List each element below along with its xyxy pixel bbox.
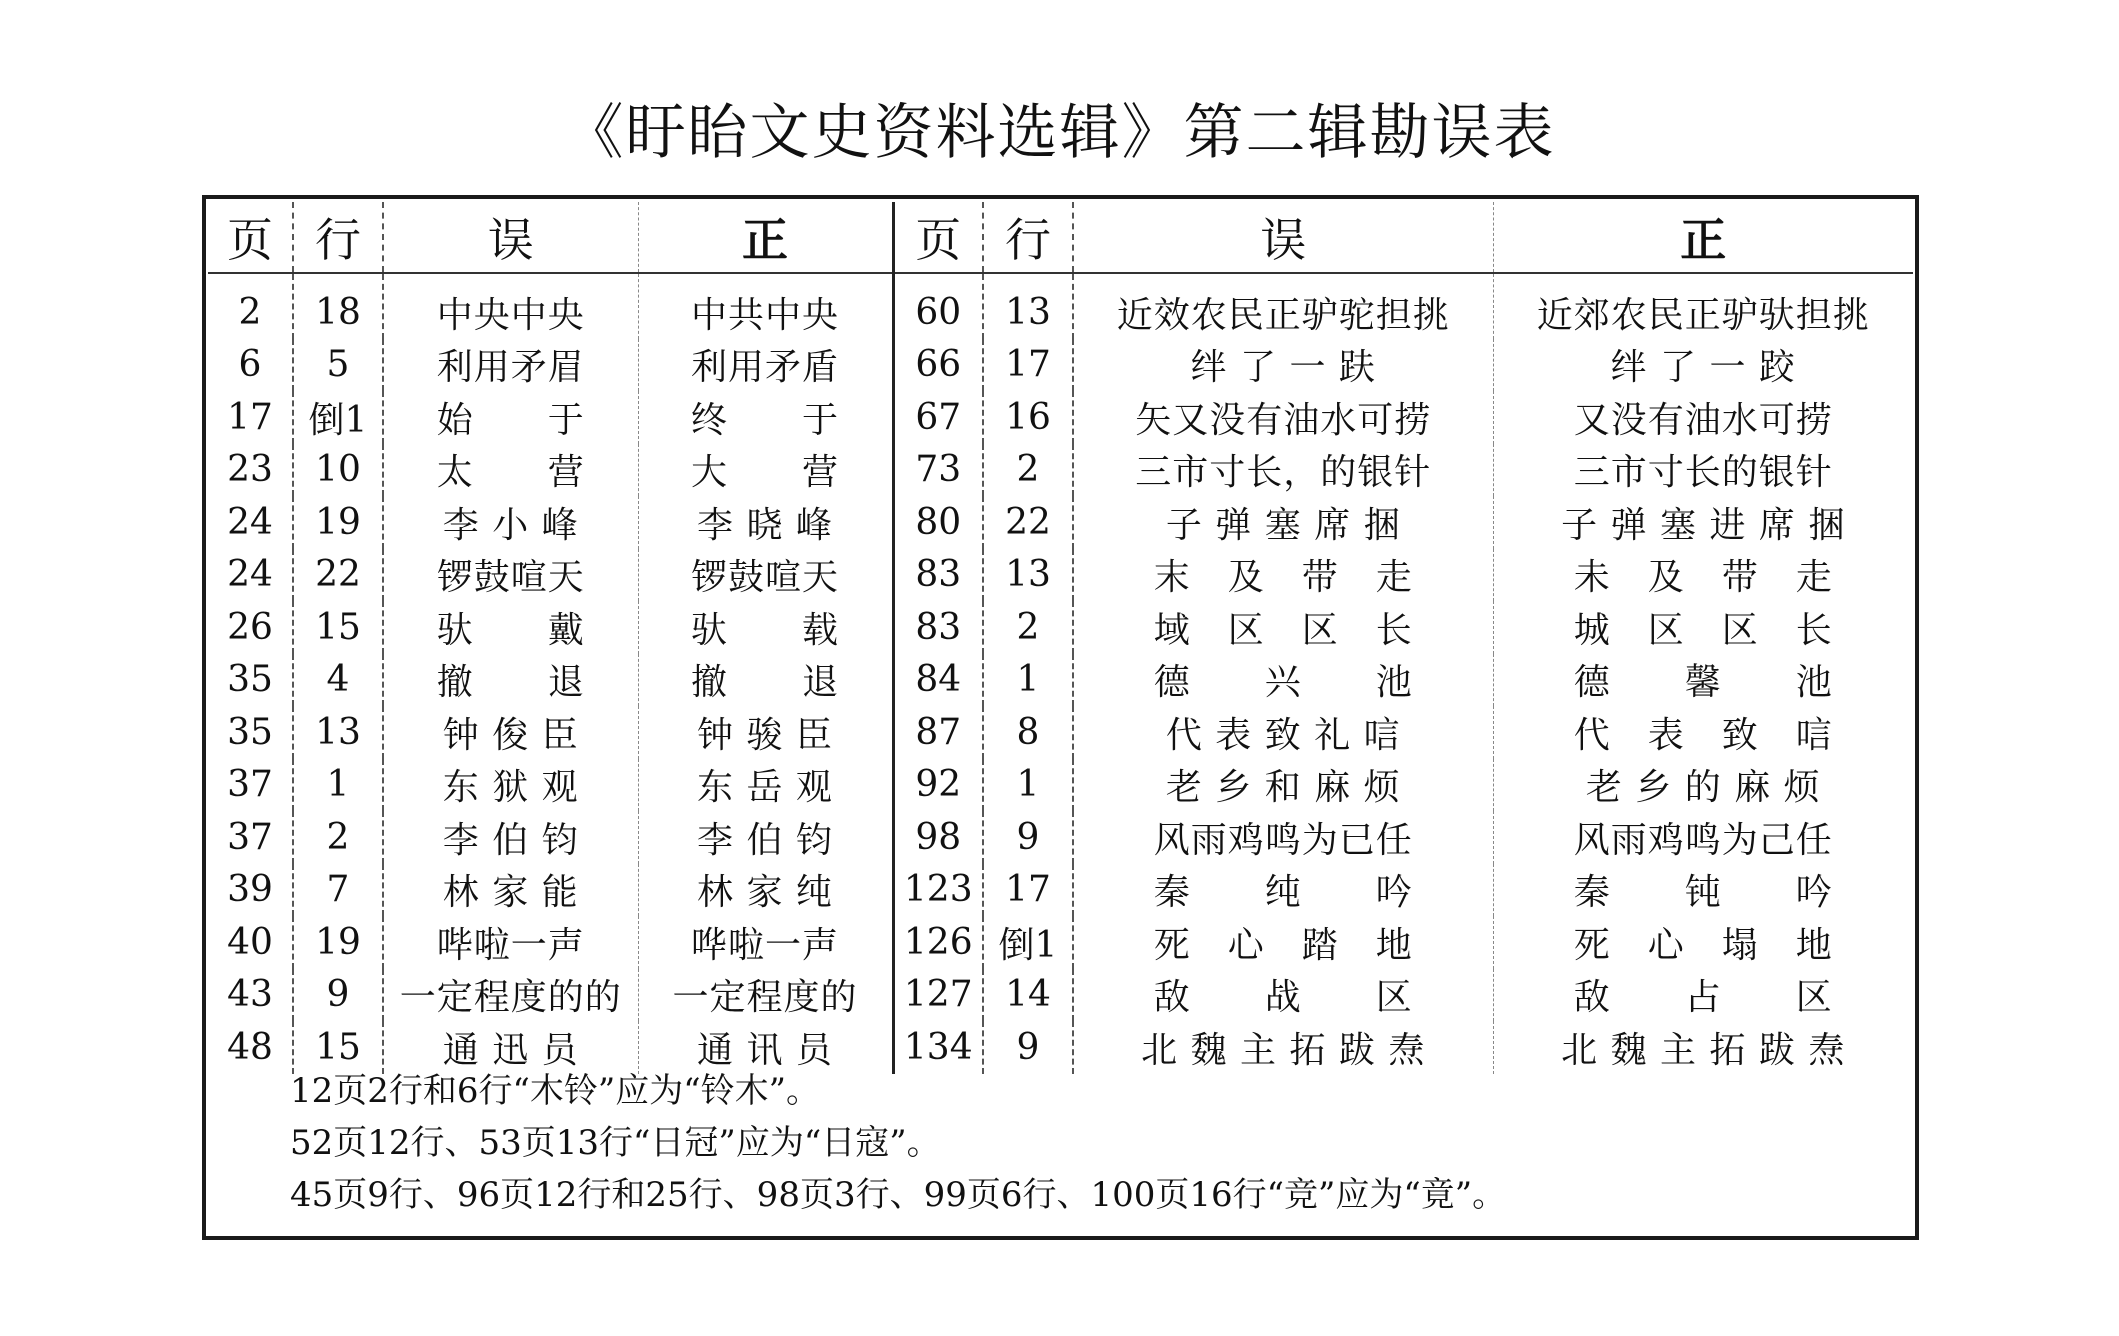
right-line-cell: 17 [983, 339, 1073, 392]
table-row [208, 706, 1913, 759]
header-line-left: 行 [293, 202, 383, 273]
right-wrong-cell: 末 及 带 走 [1073, 549, 1493, 602]
right-right-cell: 城 区 区 长 [1573, 609, 1833, 651]
right-line-cell: 13 [983, 273, 1073, 339]
left-wrong-cell: 通 迅 员 [383, 1021, 638, 1074]
left-page-cell: 2 [208, 273, 293, 339]
table-row [208, 496, 1913, 549]
left-line-cell: 19 [293, 916, 383, 969]
right-right-cell: 秦 钝 吟 [1573, 872, 1833, 914]
right-line-cell: 倒1 [983, 916, 1073, 969]
left-line-cell: 22 [293, 549, 383, 602]
left-page-cell: 24 [208, 496, 293, 549]
left-page-cell: 40 [208, 916, 293, 969]
left-right-cell: 林 家 纯 [638, 864, 893, 917]
left-wrong-cell: 驮 戴 [383, 601, 638, 654]
header-right-right: 正 [1493, 202, 1913, 273]
left-page-cell: 35 [208, 706, 293, 759]
left-page-cell: 39 [208, 864, 293, 917]
right-wrong-cell: 秦 纯 吟 [1073, 864, 1493, 917]
left-right-cell: 一定程度的 [638, 969, 893, 1022]
right-page-cell: 98 [893, 811, 983, 864]
left-right-cell: 哗啦一声 [638, 916, 893, 969]
right-right-cell: 老 乡 的 麻 烦 [1585, 767, 1821, 809]
left-line-cell: 4 [293, 654, 383, 707]
right-wrong-cell: 三市寸长，的银针 [1073, 444, 1493, 497]
left-right-cell: 李 伯 钧 [638, 811, 893, 864]
left-wrong-cell: 太 营 [383, 444, 638, 497]
header-wrong-left: 误 [383, 202, 638, 273]
left-wrong-cell: 锣鼓喧天 [383, 549, 638, 602]
right-right-cell: 绊 了 一 跤 [1610, 347, 1796, 389]
right-right-cell: 未 及 带 走 [1573, 557, 1833, 599]
right-line-cell: 2 [983, 444, 1073, 497]
right-line-cell: 9 [983, 811, 1073, 864]
right-page-cell: 123 [893, 864, 983, 917]
left-wrong-cell: 李 小 峰 [383, 496, 638, 549]
right-wrong-cell: 代 表 致 礼 唁 [1073, 706, 1493, 759]
right-right-cell: 北 魏 主 拓 跋 焘 [1561, 1029, 1846, 1071]
left-right-cell: 锣鼓喧天 [638, 549, 893, 602]
left-wrong-cell: 中央中央 [383, 273, 638, 339]
note-2: 52页12行、53页13行“日冠”应为“日寇”。 [290, 1123, 941, 1163]
left-right-cell: 东 岳 观 [638, 759, 893, 812]
right-page-cell: 127 [893, 969, 983, 1022]
table-row [208, 864, 1913, 917]
right-page-cell: 66 [893, 339, 983, 392]
header-wrong-right: 误 [1073, 202, 1493, 273]
right-page-cell: 60 [893, 273, 983, 339]
right-page-cell: 73 [893, 444, 983, 497]
header-line-right: 行 [983, 202, 1073, 273]
right-page-cell: 67 [893, 391, 983, 444]
right-page-cell: 87 [893, 706, 983, 759]
right-line-cell: 1 [983, 654, 1073, 707]
left-line-cell: 倒1 [293, 391, 383, 444]
left-page-cell: 24 [208, 549, 293, 602]
right-right-cell: 风雨鸡鸣为己任 [1573, 819, 1833, 861]
left-line-cell: 18 [293, 273, 383, 339]
table-row [208, 811, 1913, 864]
left-line-cell: 19 [293, 496, 383, 549]
right-page-cell: 92 [893, 759, 983, 812]
left-page-cell: 23 [208, 444, 293, 497]
left-page-cell: 48 [208, 1021, 293, 1074]
right-wrong-cell: 敌 战 区 [1073, 969, 1493, 1022]
table-row [208, 916, 1913, 969]
left-right-cell: 中共中央 [638, 273, 893, 339]
right-line-cell: 2 [983, 601, 1073, 654]
table-row [208, 444, 1913, 497]
left-wrong-cell: 林 家 能 [383, 864, 638, 917]
left-wrong-cell: 撤 退 [383, 654, 638, 707]
left-page-cell: 6 [208, 339, 293, 392]
right-page-cell: 83 [893, 601, 983, 654]
notes [290, 1065, 1890, 1221]
left-right-cell: 利用矛盾 [638, 339, 893, 392]
left-page-cell: 43 [208, 969, 293, 1022]
table-row [208, 654, 1913, 707]
right-line-cell: 22 [983, 496, 1073, 549]
page-title: 《盱眙文史资料选辑》第二辑勘误表 [563, 98, 1556, 168]
errata-body [208, 273, 1913, 1074]
right-page-cell: 84 [893, 654, 983, 707]
left-wrong-cell: 始 于 [383, 391, 638, 444]
left-page-cell: 26 [208, 601, 293, 654]
left-line-cell: 5 [293, 339, 383, 392]
left-right-cell: 李 晓 峰 [638, 496, 893, 549]
right-page-cell: 134 [893, 1021, 983, 1074]
table-row [208, 339, 1913, 392]
right-line-cell: 13 [983, 549, 1073, 602]
left-wrong-cell: 李 伯 钧 [383, 811, 638, 864]
right-wrong-cell: 死 心 踏 地 [1073, 916, 1493, 969]
left-wrong-cell: 一定程度的的 [383, 969, 638, 1022]
left-right-cell: 撤 退 [638, 654, 893, 707]
note-1: 12页2行和6行“木铃”应为“铃木”。 [290, 1071, 821, 1111]
left-line-cell: 15 [293, 601, 383, 654]
header-row [208, 202, 1913, 273]
left-line-cell: 2 [293, 811, 383, 864]
note-3: 45页9行、96页12行和25行、98页3行、99页6行、100页16行“竞”应为“竟”。 [290, 1175, 1507, 1215]
left-line-cell: 7 [293, 864, 383, 917]
left-wrong-cell: 哔啦一声 [383, 916, 638, 969]
left-wrong-cell: 东 狱 观 [383, 759, 638, 812]
left-line-cell: 15 [293, 1021, 383, 1074]
table-row [208, 273, 1913, 339]
right-page-cell: 83 [893, 549, 983, 602]
right-wrong-cell: 北 魏 主 拓 跋 焘 [1073, 1021, 1493, 1074]
right-wrong-cell: 矢又没有油水可捞 [1073, 391, 1493, 444]
errata-table [208, 202, 1913, 1074]
left-page-cell: 37 [208, 759, 293, 812]
header-page-right: 页 [893, 202, 983, 273]
header-right-left: 正 [638, 202, 893, 273]
left-page-cell: 17 [208, 391, 293, 444]
right-wrong-cell: 老 乡 和 麻 烦 [1073, 759, 1493, 812]
right-right-cell: 子 弹 塞 进 席 捆 [1561, 504, 1846, 546]
right-wrong-cell: 域 区 区 长 [1073, 601, 1493, 654]
right-line-cell: 8 [983, 706, 1073, 759]
left-right-cell: 终 于 [638, 391, 893, 444]
left-right-cell: 大 营 [638, 444, 893, 497]
left-page-cell: 37 [208, 811, 293, 864]
right-right-cell: 代 表 致 唁 [1573, 714, 1833, 756]
right-right-cell: 近郊农民正驴驮担挑 [1536, 294, 1870, 336]
left-page-cell: 35 [208, 654, 293, 707]
right-line-cell: 17 [983, 864, 1073, 917]
right-right-cell: 敌 占 区 [1573, 977, 1833, 1019]
right-right-cell: 德 馨 池 [1573, 662, 1833, 704]
header-page-left: 页 [208, 202, 293, 273]
left-right-cell: 通 讯 员 [638, 1021, 893, 1074]
right-page-cell: 80 [893, 496, 983, 549]
left-wrong-cell: 钟 俊 臣 [383, 706, 638, 759]
right-line-cell: 14 [983, 969, 1073, 1022]
right-right-cell: 死 心 塌 地 [1573, 924, 1833, 966]
left-right-cell: 钟 骏 臣 [638, 706, 893, 759]
left-line-cell: 13 [293, 706, 383, 759]
right-line-cell: 16 [983, 391, 1073, 444]
table-row [208, 969, 1913, 1022]
right-line-cell: 9 [983, 1021, 1073, 1074]
left-right-cell: 驮 载 [638, 601, 893, 654]
left-line-cell: 10 [293, 444, 383, 497]
table-row [208, 601, 1913, 654]
right-wrong-cell: 子 弹 塞 席 捆 [1073, 496, 1493, 549]
table-row [208, 391, 1913, 444]
right-wrong-cell: 德 兴 池 [1073, 654, 1493, 707]
right-wrong-cell: 绊 了 一 趺 [1073, 339, 1493, 392]
right-right-cell: 又没有油水可捞 [1573, 399, 1833, 441]
table-row [208, 549, 1913, 602]
left-wrong-cell: 利用矛眉 [383, 339, 638, 392]
right-line-cell: 1 [983, 759, 1073, 812]
left-line-cell: 9 [293, 969, 383, 1022]
right-page-cell: 126 [893, 916, 983, 969]
table-row [208, 759, 1913, 812]
right-right-cell: 三市寸长的银针 [1573, 452, 1833, 494]
left-line-cell: 1 [293, 759, 383, 812]
right-wrong-cell: 近效农民正驴驼担挑 [1073, 273, 1493, 339]
right-wrong-cell: 风雨鸡鸣为已任 [1073, 811, 1493, 864]
